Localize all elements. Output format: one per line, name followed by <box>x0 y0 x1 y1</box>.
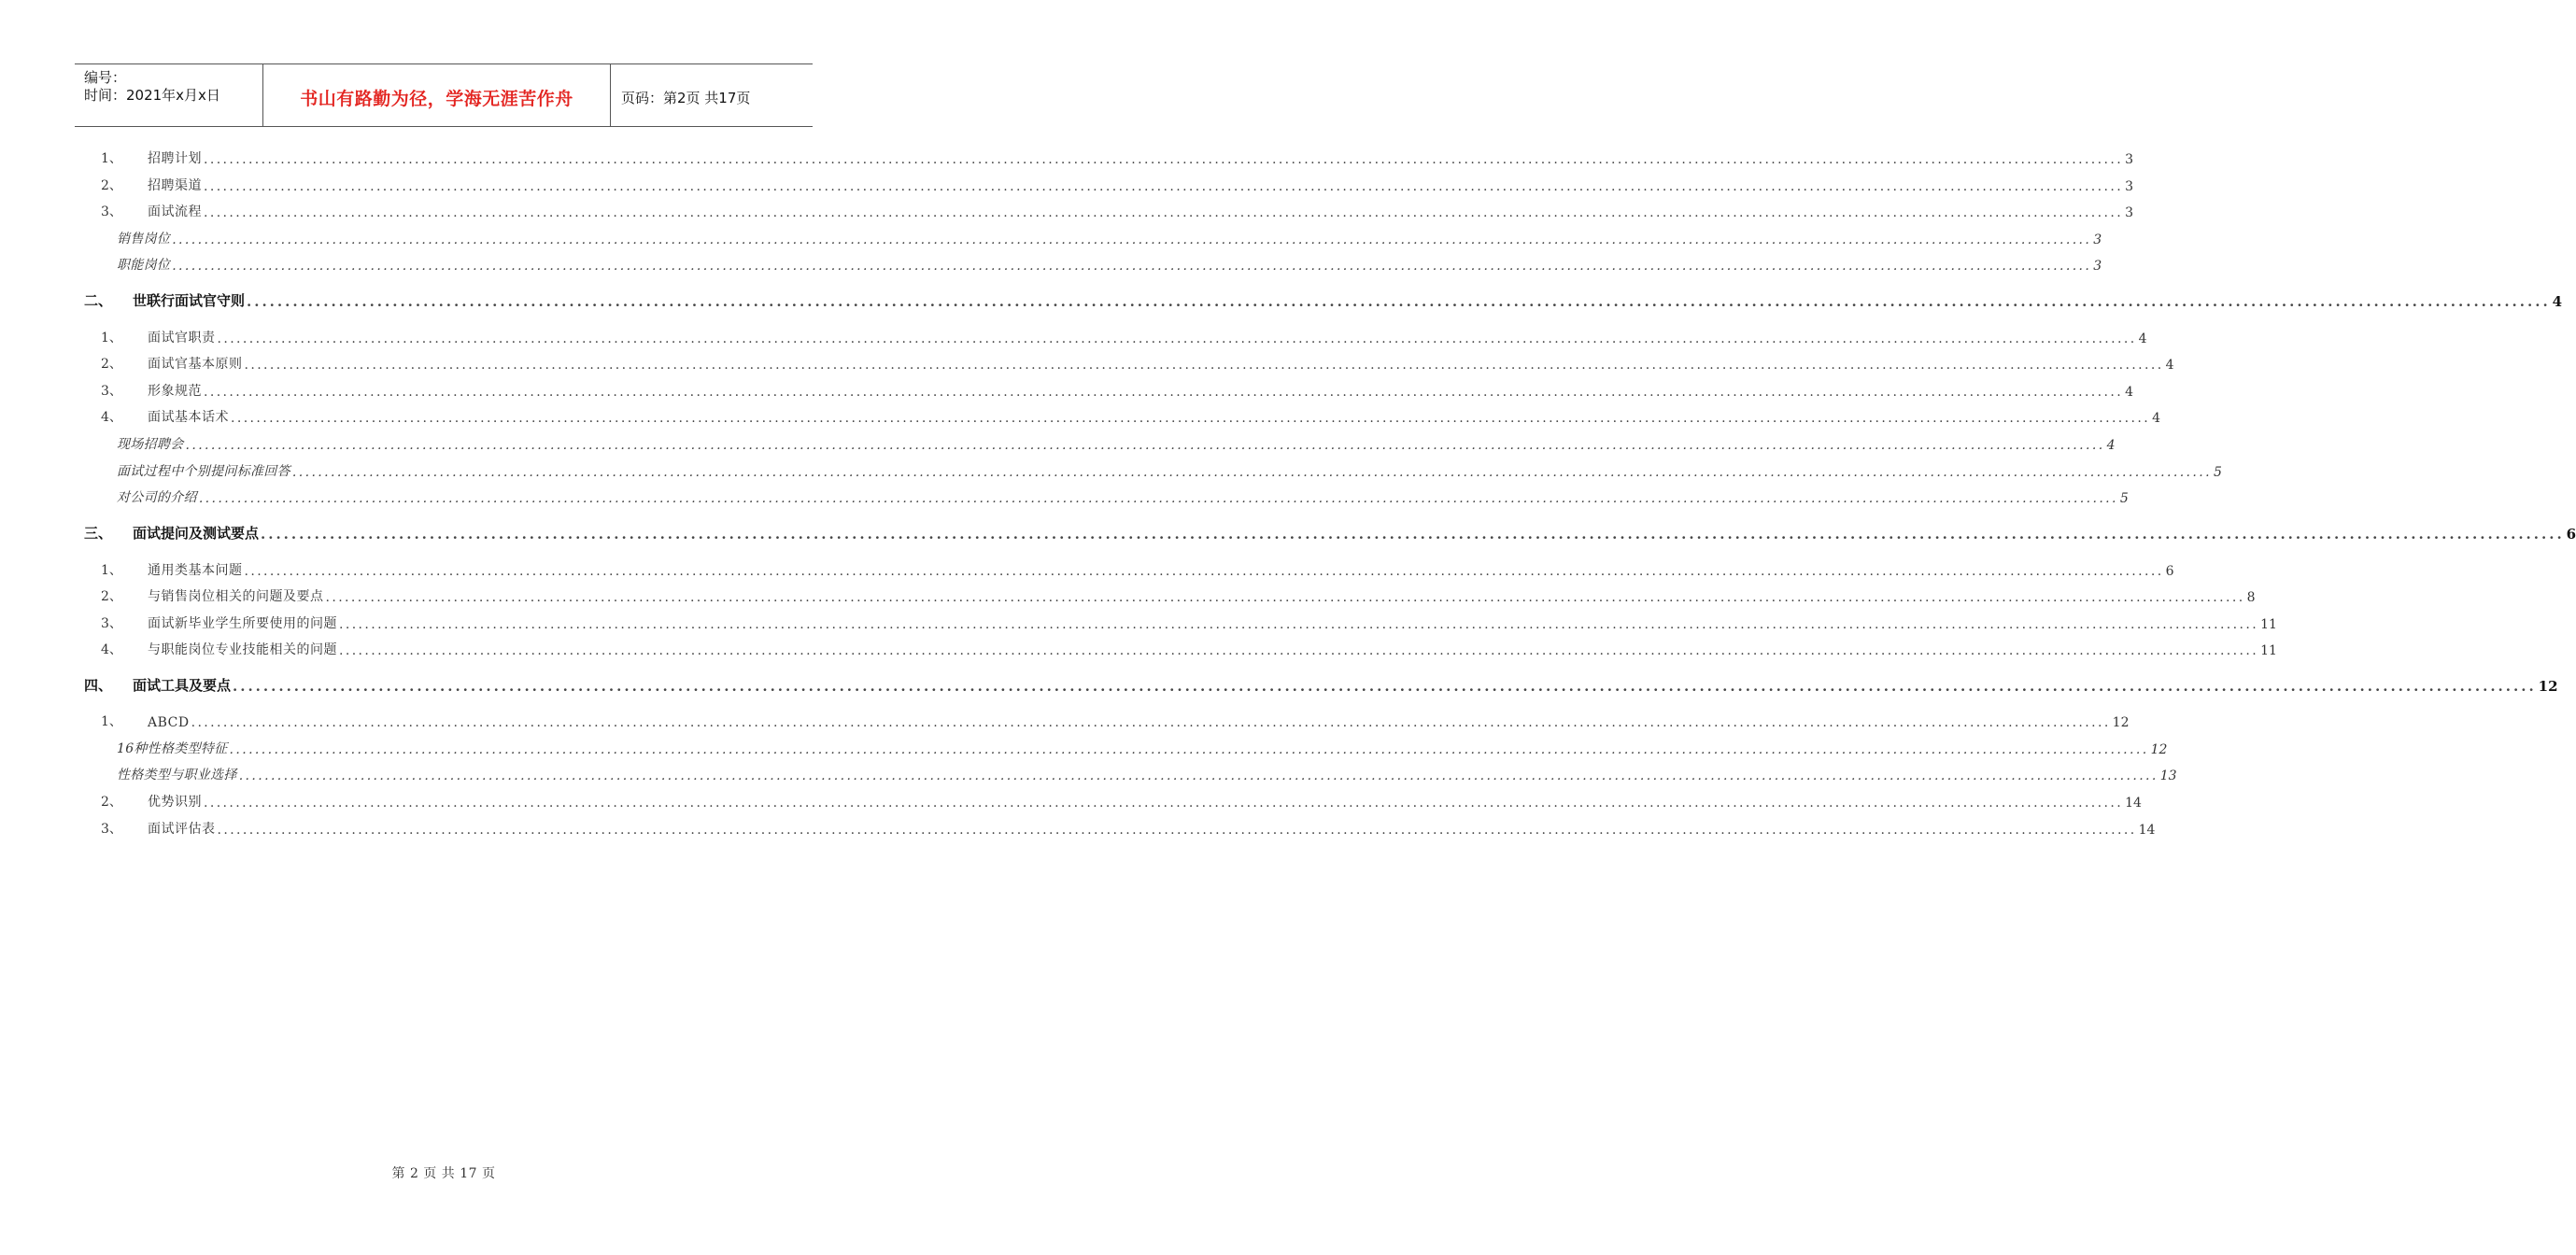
toc-entry[interactable] <box>117 763 2177 783</box>
toc-entry-page: 4 <box>2138 331 2147 346</box>
toc-dot-leader: ............................................................................................................................................................................................................................................................................................................ <box>217 823 2137 838</box>
toc-entry[interactable] <box>84 522 2576 543</box>
toc-dot-leader: ............................................................................................................................................................................................................................................................................................................ <box>172 259 2092 274</box>
toc-entry-title: 对公司的介绍 <box>117 490 197 505</box>
toc-entry-page: 14 <box>2138 823 2156 838</box>
toc-entry-number: 2、 <box>101 589 122 604</box>
toc-entry-number: 四、 <box>84 677 113 694</box>
toc-dot-leader: ............................................................................................................................................................................................................................................................................................................ <box>185 438 2105 453</box>
toc-entry[interactable] <box>101 790 2142 811</box>
toc-entry-title: 面试提问及测试要点 <box>133 525 260 542</box>
header-motto: 书山有路勤为径，学海无涯苦作舟 <box>300 88 573 109</box>
toc-entry-page: 3 <box>2125 205 2133 220</box>
toc-entry-page: 5 <box>2119 491 2129 506</box>
toc-entry-title: 招聘渠道 <box>148 178 202 193</box>
toc-entry[interactable] <box>101 638 2277 658</box>
toc-entry-number: 2、 <box>101 357 122 372</box>
toc-entry[interactable] <box>101 147 2133 167</box>
toc-entry-page: 12 <box>2538 678 2558 695</box>
toc-entry-number: 1、 <box>101 151 122 166</box>
toc-entry-page: 3 <box>2093 233 2102 247</box>
toc-entry-title: 优势识别 <box>148 795 202 810</box>
toc-entry-title: 面试基本话术 <box>148 410 229 425</box>
toc-entry[interactable] <box>101 817 2156 838</box>
toc-entry-number: 二、 <box>84 292 113 309</box>
toc-entry-number: 3、 <box>101 822 122 837</box>
toc-entry[interactable] <box>117 253 2102 274</box>
toc-entry-number: 2、 <box>101 178 122 193</box>
toc-entry-number: 1、 <box>101 714 122 729</box>
toc-dot-leader: ............................................................................................................................................................................................................................................................................................................ <box>191 715 2111 730</box>
toc-entry-title: 形象规范 <box>148 384 202 399</box>
toc-entry-page: 6 <box>2566 526 2576 543</box>
toc-entry-page: 13 <box>2159 769 2177 783</box>
toc-entry-page: 12 <box>2112 715 2130 730</box>
toc-entry-page: 11 <box>2260 617 2277 632</box>
header-page-info: 页码：第2页 共17页 <box>621 90 751 106</box>
toc-dot-leader: ............................................................................................................................................................................................................................................................................................................ <box>204 796 2124 811</box>
toc-entry[interactable] <box>101 379 2133 400</box>
toc-entry-number: 三、 <box>84 525 113 542</box>
toc-entry-title: 面试新毕业学生所要使用的问题 <box>148 616 337 631</box>
toc-entry[interactable] <box>101 558 2174 579</box>
toc-entry-title: 16种性格类型特征 <box>117 741 228 756</box>
toc-entry-number: 2、 <box>101 795 122 810</box>
toc-entry-page: 8 <box>2246 590 2256 605</box>
toc-dot-leader: ............................................................................................................................................................................................................................................................................................................ <box>244 358 2164 373</box>
toc-entry-title: ABCD <box>148 715 190 730</box>
toc-entry-page: 11 <box>2260 643 2277 658</box>
toc-dot-leader: ............................................................................................................................................................................................................................................................................................................ <box>233 678 2537 695</box>
toc-entry-page: 14 <box>2125 796 2142 811</box>
toc-entry-title: 世联行面试官守则 <box>133 292 246 309</box>
toc-entry-title: 销售岗位 <box>117 232 171 247</box>
toc-entry-title: 性格类型与职业选择 <box>117 768 237 783</box>
toc-entry-title: 招聘计划 <box>148 151 202 166</box>
toc-entry-title: 与职能岗位专业技能相关的问题 <box>148 642 337 657</box>
toc-entry-number: 4、 <box>101 642 122 657</box>
toc-dot-leader: ............................................................................................................................................................................................................................................................................................................ <box>231 411 2151 426</box>
toc-entry[interactable] <box>84 289 2563 310</box>
toc-entry-title: 面试官职责 <box>148 331 216 345</box>
toc-entry[interactable] <box>101 405 2160 426</box>
toc-dot-leader: ............................................................................................................................................................................................................................................................................................................ <box>204 205 2124 220</box>
toc-entry-number: 1、 <box>101 331 122 345</box>
toc-entry-title: 通用类基本问题 <box>148 563 243 578</box>
toc-dot-leader: ............................................................................................................................................................................................................................................................................................................ <box>244 564 2164 579</box>
toc-entry[interactable] <box>117 459 2222 480</box>
toc-entry[interactable] <box>84 674 2558 695</box>
toc-entry[interactable] <box>101 326 2147 346</box>
toc-entry-page: 4 <box>2106 438 2116 453</box>
toc-entry[interactable] <box>117 486 2129 506</box>
toc-entry-number: 3、 <box>101 204 122 219</box>
toc-entry-page: 3 <box>2093 259 2102 274</box>
toc-entry-page: 4 <box>2152 411 2160 426</box>
toc-entry[interactable] <box>101 612 2277 632</box>
toc-entry-page: 4 <box>2125 385 2133 400</box>
toc-entry[interactable] <box>101 174 2133 194</box>
toc-dot-leader: ............................................................................................................................................................................................................................................................................................................ <box>261 526 2565 543</box>
toc-entry-page: 5 <box>2213 465 2222 480</box>
toc-dot-leader: ............................................................................................................................................................................................................................................................................................................ <box>217 331 2137 346</box>
toc-entry-title: 现场招聘会 <box>117 437 184 452</box>
toc-dot-leader: ............................................................................................................................................................................................................................................................................................................ <box>172 233 2092 247</box>
toc-dot-leader: ............................................................................................................................................................................................................................................................................................................ <box>229 742 2149 757</box>
toc-entry-number: 3、 <box>101 616 122 631</box>
toc-entry-page: 12 <box>2150 742 2168 757</box>
toc-entry-page: 4 <box>2552 293 2563 310</box>
toc-dot-leader: ............................................................................................................................................................................................................................................................................................................ <box>238 769 2158 783</box>
toc-dot-leader: ............................................................................................................................................................................................................................................................................................................ <box>325 590 2245 605</box>
toc-entry-title: 面试评估表 <box>148 822 216 837</box>
toc-entry-title: 面试过程中个别提问标准回答 <box>117 464 290 479</box>
toc-entry[interactable] <box>101 200 2133 220</box>
toc-entry-title: 职能岗位 <box>117 258 171 273</box>
toc-entry-title: 面试官基本原则 <box>148 357 243 372</box>
toc-entry[interactable] <box>117 227 2102 247</box>
header-number-label: 编号： <box>84 69 127 86</box>
toc-entry-title: 面试流程 <box>148 204 202 219</box>
toc-entry-page: 3 <box>2125 179 2133 194</box>
toc-entry-number: 1、 <box>101 563 122 578</box>
toc-dot-leader: ............................................................................................................................................................................................................................................................................................................ <box>339 643 2259 658</box>
toc-entry-title: 面试工具及要点 <box>133 677 232 694</box>
toc-entry[interactable] <box>101 585 2256 605</box>
toc-entry-page: 6 <box>2165 564 2174 579</box>
toc-entry[interactable] <box>101 352 2174 373</box>
toc-dot-leader: ............................................................................................................................................................................................................................................................................................................ <box>291 465 2212 480</box>
toc-dot-leader: ............................................................................................................................................................................................................................................................................................................ <box>204 152 2124 167</box>
toc-dot-leader: ............................................................................................................................................................................................................................................................................................................ <box>204 179 2124 194</box>
toc-entry[interactable] <box>117 432 2116 453</box>
toc-dot-leader: ............................................................................................................................................................................................................................................................................................................ <box>198 491 2118 506</box>
page-footer: 第 2 页 共 17 页 <box>391 1166 496 1181</box>
toc-entry[interactable] <box>117 737 2168 757</box>
toc-dot-leader: ............................................................................................................................................................................................................................................................................................................ <box>204 385 2124 400</box>
toc-entry-number: 3、 <box>101 384 122 399</box>
toc-dot-leader: ............................................................................................................................................................................................................................................................................................................ <box>339 617 2259 632</box>
header-date-label: 时间：2021年x月x日 <box>84 87 220 104</box>
toc-entry-page: 3 <box>2125 152 2133 167</box>
toc-entry-page: 4 <box>2165 358 2174 373</box>
toc-entry-title: 与销售岗位相关的问题及要点 <box>148 589 324 604</box>
toc-entry[interactable] <box>101 710 2130 730</box>
toc-dot-leader: ............................................................................................................................................................................................................................................................................................................ <box>247 293 2551 310</box>
toc-entry-number: 4、 <box>101 410 122 425</box>
